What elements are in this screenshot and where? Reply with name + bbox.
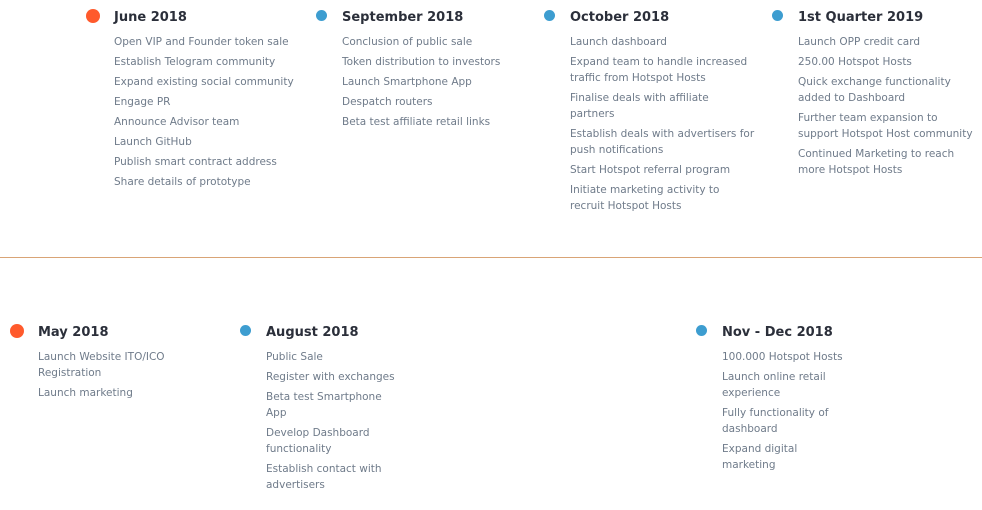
milestone-item: Launch OPP credit card xyxy=(798,36,920,48)
milestone-item: Launch dashboard xyxy=(570,36,667,48)
milestone-september-2018 xyxy=(342,10,522,134)
milestone-item: Launch GitHub xyxy=(114,136,192,148)
milestone-item: Establish Telogram community xyxy=(114,56,276,68)
milestone-may-2018 xyxy=(38,325,188,405)
milestone-item: Finalise deals with affiliate partners xyxy=(570,92,709,120)
milestone-june-2018 xyxy=(114,10,304,194)
milestone-august-2018 xyxy=(266,325,396,497)
milestone-dot xyxy=(316,10,327,21)
milestone-items xyxy=(570,34,756,214)
milestone-item: Initiate marketing activity to recruit Hotspot Hosts xyxy=(570,184,720,212)
milestone-item: Establish contact with advertisers xyxy=(266,463,382,491)
milestone-item: Establish deals with advertisers for push notifications xyxy=(570,128,755,156)
milestone-title: October 2018 xyxy=(570,10,670,25)
milestone-title: Nov - Dec 2018 xyxy=(722,325,833,340)
milestone-item: Public Sale xyxy=(266,351,323,363)
milestone-items xyxy=(266,349,396,493)
milestone-item: Publish smart contract address xyxy=(114,156,277,168)
milestone-item: Token distribution to investors xyxy=(342,56,501,68)
milestone-item: Despatch routers xyxy=(342,96,433,108)
milestone-item: Continued Marketing to reach more Hotspot Hosts xyxy=(798,148,955,176)
milestone-dot xyxy=(772,10,783,21)
milestone-item: Beta test Smartphone App xyxy=(266,391,382,419)
milestone-item: Register with exchanges xyxy=(266,371,395,383)
milestone-dot xyxy=(696,325,707,336)
milestone-item: Launch online retail experience xyxy=(722,371,826,399)
milestone-item: Launch Website ITO/ICO Registration xyxy=(38,351,165,379)
milestone-october-2018 xyxy=(570,10,756,218)
milestone-item: Expand digital marketing xyxy=(722,443,798,471)
milestone-item: Fully functionality of dashboard xyxy=(722,407,829,435)
milestone-title: June 2018 xyxy=(114,10,187,25)
milestone-dot xyxy=(240,325,251,336)
milestone-title: May 2018 xyxy=(38,325,109,340)
milestone-item: 100.000 Hotspot Hosts xyxy=(722,351,843,363)
milestone-dot xyxy=(86,9,100,23)
milestone-item: Engage PR xyxy=(114,96,171,108)
milestone-item: Start Hotspot referral program xyxy=(570,164,731,176)
milestone-title: 1st Quarter 2019 xyxy=(798,10,924,25)
milestone-item: Expand existing social community xyxy=(114,76,294,88)
milestone-item: Expand team to handle increased traffic from Hotspot Hosts xyxy=(570,56,748,84)
milestone-items xyxy=(114,34,304,190)
milestone-item: Share details of prototype xyxy=(114,176,251,188)
milestone-q1-2019 xyxy=(798,10,978,182)
milestone-item: Announce Advisor team xyxy=(114,116,240,128)
milestone-items xyxy=(38,349,188,401)
milestone-item: Open VIP and Founder token sale xyxy=(114,36,289,48)
milestone-item: Beta test affiliate retail links xyxy=(342,116,491,128)
milestone-item: Launch marketing xyxy=(38,387,133,399)
milestone-items xyxy=(798,34,978,178)
milestone-items xyxy=(342,34,522,130)
milestone-item: Develop Dashboard functionality xyxy=(266,427,370,455)
timeline-divider xyxy=(0,257,982,258)
milestone-item: Conclusion of public sale xyxy=(342,36,473,48)
milestone-item: Further team expansion to support Hotspot Host community xyxy=(798,112,973,140)
milestone-dot xyxy=(544,10,555,21)
milestone-nov-dec-2018 xyxy=(722,325,852,477)
milestone-dot xyxy=(10,324,24,338)
milestone-item: Launch Smartphone App xyxy=(342,76,472,88)
milestone-item: Quick exchange functionality added to Dashboard xyxy=(798,76,951,104)
milestone-item: 250.00 Hotspot Hosts xyxy=(798,56,912,68)
milestone-items xyxy=(722,349,852,473)
milestone-title: August 2018 xyxy=(266,325,359,340)
milestone-title: September 2018 xyxy=(342,10,464,25)
